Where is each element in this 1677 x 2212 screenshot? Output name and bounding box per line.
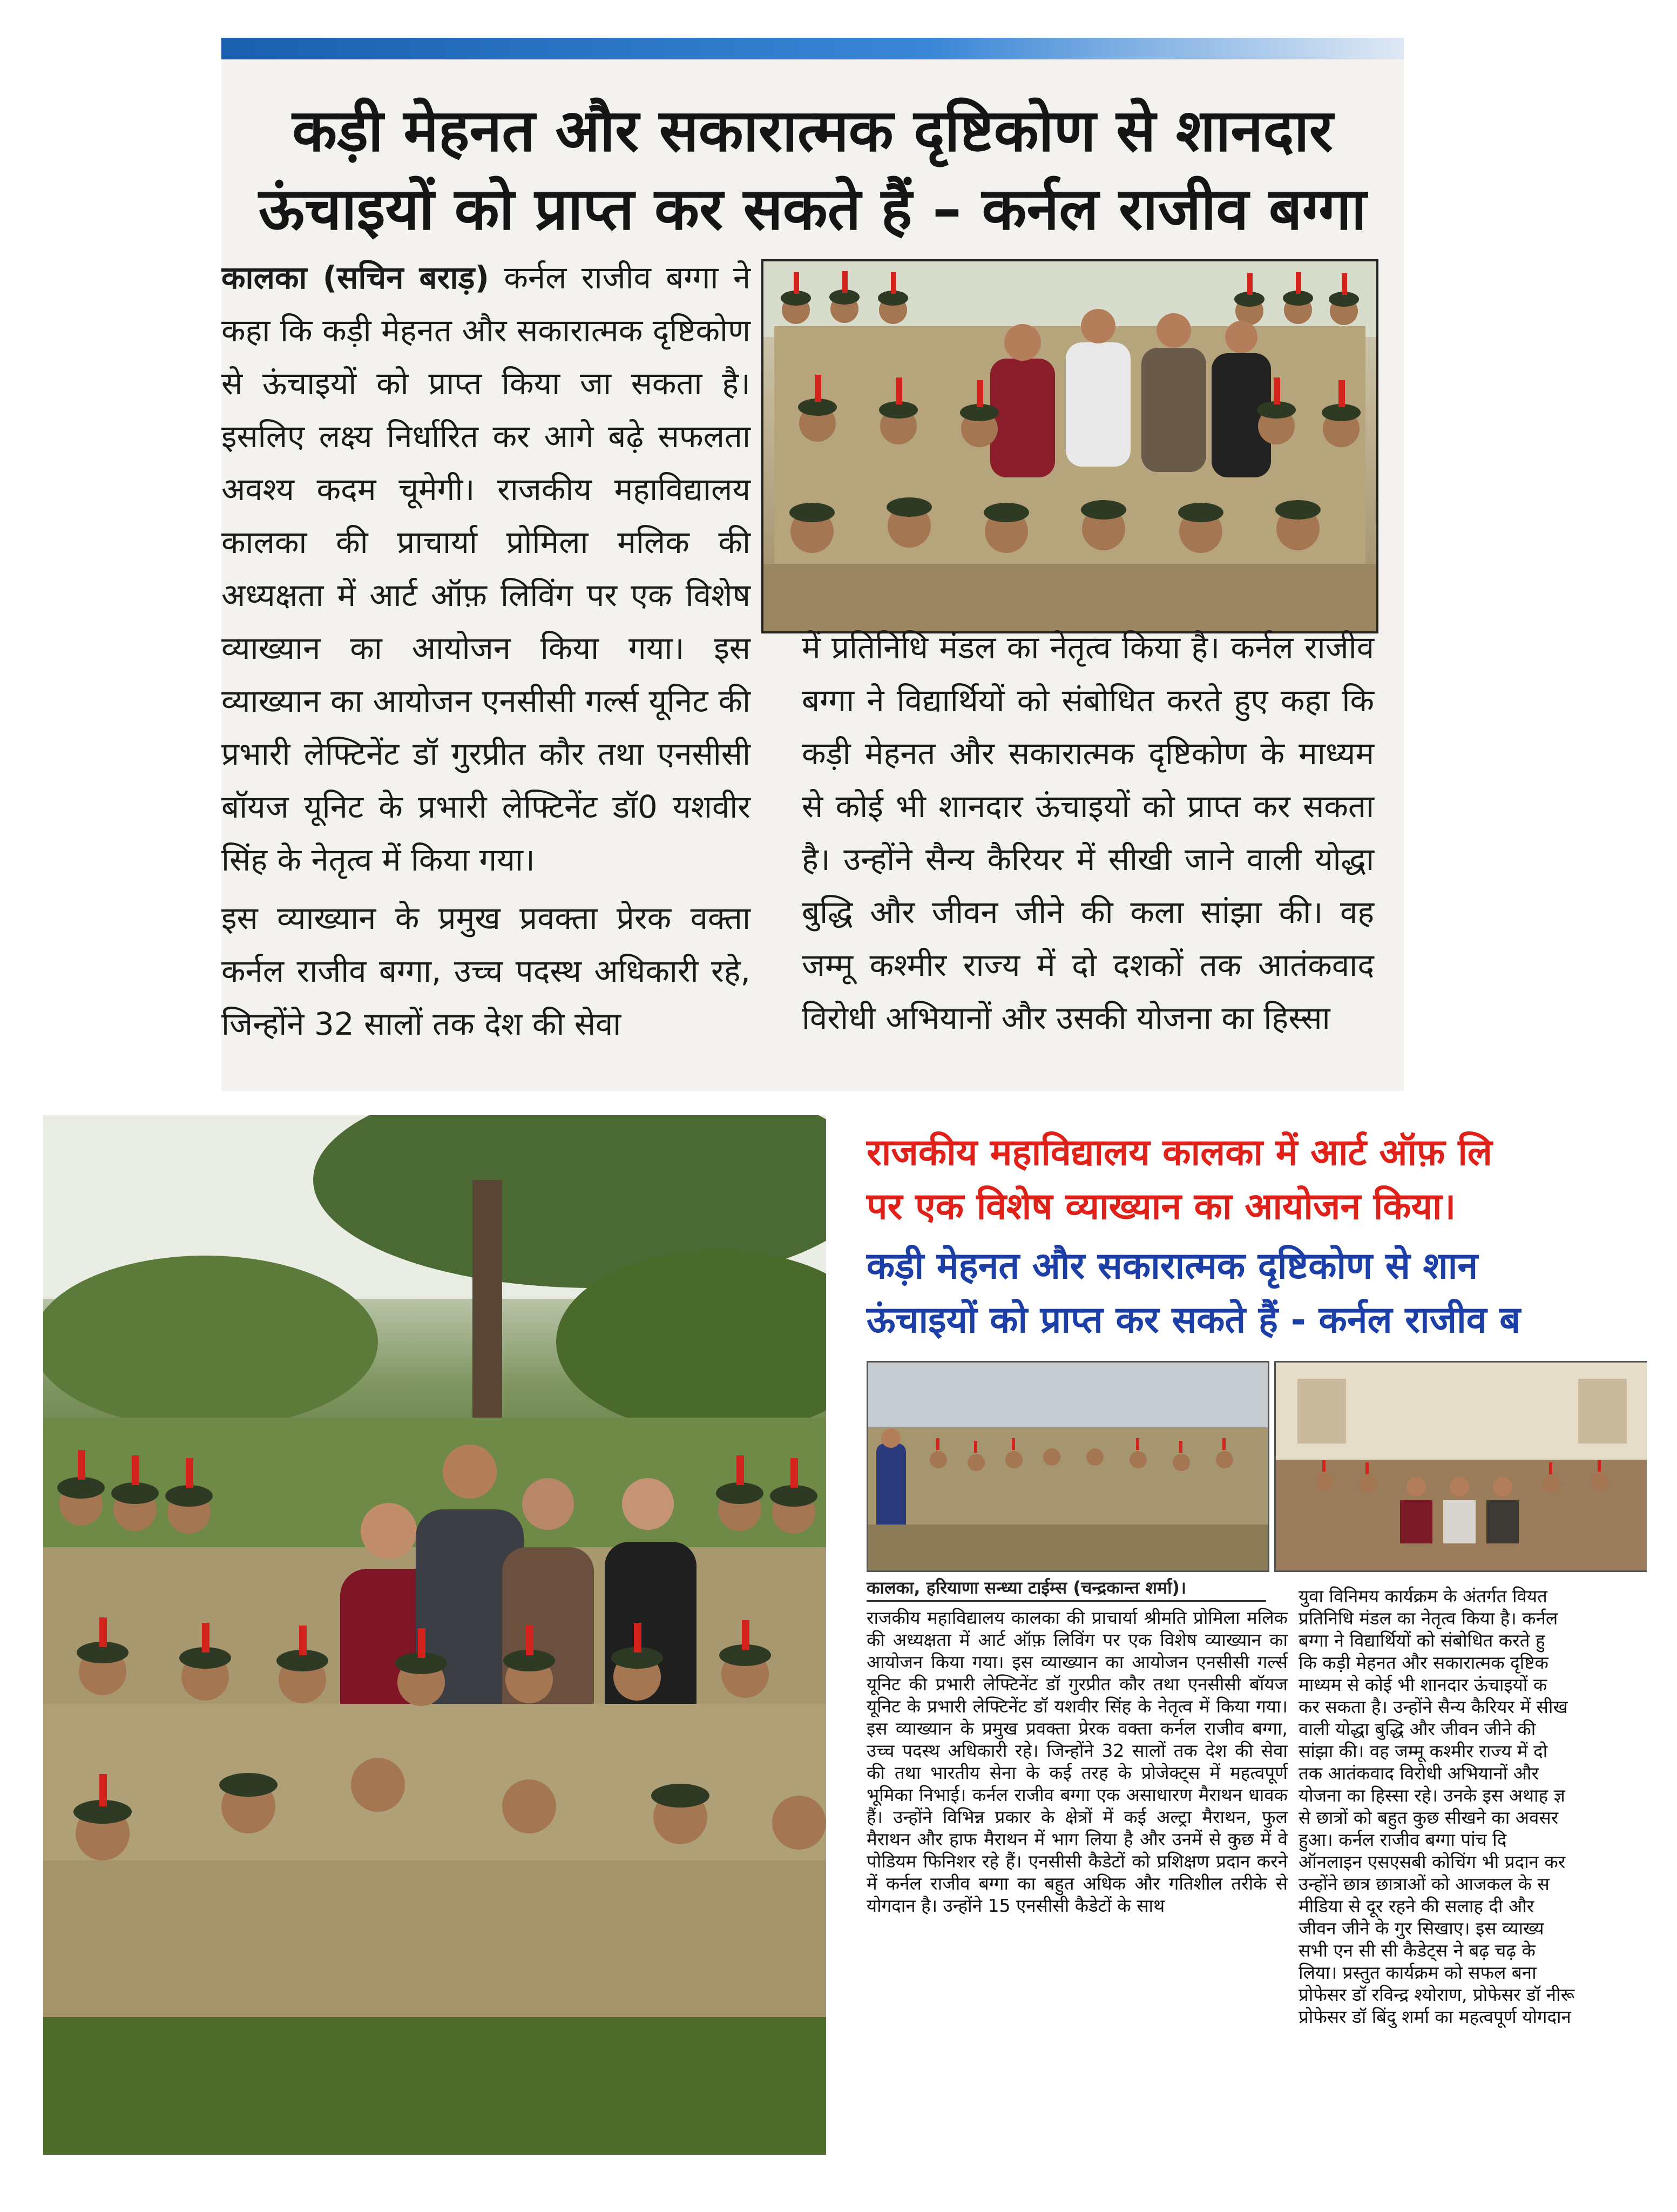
blue-headline xyxy=(867,1239,1520,1347)
headline-line-1: कड़ी मेहनत और सकारात्मक दृष्टिकोण से शानदार xyxy=(292,97,1333,165)
column-b-line: कर सकता है। उन्होंने सैन्य कैरियर में सीख xyxy=(1299,1696,1568,1717)
article-text-a: राजकीय महाविद्यालय कालका की प्राचार्या श्रीमति प्रोमिला मलिक की अध्यक्षता में आर्ट ऑफ़ लिविंग पर एक विशेष व्याख्यान का आयोजन किया गया। इस व्याख्यान का आयोजन एनसीसी गर्ल्स यूनिट की प्रभारी लेफ्टिनेंट डॉ गुरप्रीत कौर तथा एनसीसी बॉयज यूनिट के प्रभारी लेफ्टिनेंट डॉ यशवीर सिंह के नेतृत्व में किया गया। इस व्याख्यान के प्रमुख प्रवक्ता प्रेरक वक्ता कर्नल राजीव बग्गा, उच्च पदस्थ अधिकारी रहे। जिन्होंने 32 सालों तक देश की सेवा की तथा भारतीय सेना के कई तरह के प्रोजेक्ट्स में महत्वपूर्ण भूमिका निभाई। कर्नल राजीव बग्गा एक असाधारण मैराथन धावक हैं। उन्होंने विभिन्न प्रकार के क्षेत्रों में कई अल्ट्रा मैराथन, फुल मैराथन और हाफ मैराथन में भाग लिया है और उनमें से कुछ में वे पोडियम फिनिशर रहे हैं। एनसीसी कैडेटों को प्रशिक्षण प्रदान करने में कर्नल राजीव बग्गा का बहुत अधिक और गतिशील तरीके से योगदान है। उन्होंने 15 एनसीसी कैडेटों के साथ xyxy=(867,1607,1288,1916)
article-column-a xyxy=(867,1607,1288,1917)
column-b-line: वाली योद्धा बुद्धि और जीवन जीने की xyxy=(1299,1718,1536,1739)
column-b-line: प्रोफेसर डॉ रविन्द्र श्योराण, प्रोफेसर डॉ नीरू xyxy=(1299,1984,1575,2005)
header-strip xyxy=(221,38,1404,59)
blue-headline-line-1: कड़ी मेहनत और सकारात्मक दृष्टिकोण से शान xyxy=(867,1245,1478,1287)
column-b-line: लिया। प्रस्तुत कार्यक्रम को सफल बना xyxy=(1299,1962,1537,1983)
group-photo-large xyxy=(43,1115,826,2155)
group-photo-large-art xyxy=(43,1115,826,2155)
article-column-left xyxy=(221,251,750,1050)
red-headline-line-2: पर एक विशेष व्याख्यान का आयोजन किया। xyxy=(867,1185,1456,1228)
column-b-line: ऑनलाइन एसएसबी कोचिंग भी प्रदान कर xyxy=(1299,1851,1566,1872)
photo-cadets-indoor-art xyxy=(1276,1363,1647,1570)
group-photo-cadets xyxy=(761,259,1378,633)
column-b-line: युवा विनिमय कार्यक्रम के अंतर्गत वियत xyxy=(1299,1586,1547,1607)
article-column-right: में प्रतिनिधि मंडल का नेतृत्व किया है। कर्नल राजीव बग्गा ने विद्यार्थियों को संबोधित करते हुए कहा कि कड़ी मेहनत और सकारात्मक दृष्टिकोण के माध्यम से कोई भी शानदार ऊंचाइयों को प्राप्त कर सकता है। उन्होंने सैन्य कैरियर में सीखी जाने वाली योद्धा बुद्धि और जीवन जीने की कला सांझा की। वह जम्मू कश्मीर राज्य में दो दशकों तक आतंकवाद विरोधी अभियानों और उसकी योजना का हिस्सा xyxy=(802,629,1374,1036)
headline xyxy=(221,92,1404,248)
blue-headline-line-2: ऊंचाइयों को प्राप्त कर सकते हैं - कर्नल राजीव ब xyxy=(867,1299,1521,1341)
article-text-left: कर्नल राजीव बग्गा ने कहा कि कड़ी मेहनत और सकारात्मक दृष्टिकोण से ऊंचाइयों को प्राप्त किया जा सकता है। इसलिए लक्ष्य निर्धारित कर आगे बढ़े सफलता अवश्य कदम चूमेगी। राजकीय महाविद्यालय कालका की प्राचार्या प्रोमिला मलिक की अध्यक्षता में आर्ट ऑफ़ लिविंग पर एक विशेष व्याख्यान का आयोजन किया गया। इस व्याख्यान का आयोजन एनसीसी गर्ल्स यूनिट की प्रभारी लेफ्टिनेंट डॉ गुरप्रीत कौर तथा एनसीसी बॉयज यूनिट के प्रभारी लेफ्टिनेंट डॉ0 यशवीर सिंह के नेतृत्व में किया गया। xyxy=(221,259,751,878)
column-b-line: कि कड़ी मेहनत और सकारात्मक दृष्टिक xyxy=(1299,1652,1548,1673)
column-b-line: उन्होंने छात्र छात्राओं को आजकल के स xyxy=(1299,1873,1550,1894)
column-b-line: से छात्रों को बहुत कुछ सीखने का अवसर xyxy=(1299,1807,1559,1828)
article-text-left-p2: इस व्याख्यान के प्रमुख प्रवक्ता प्रेरक वक्ता कर्नल राजीव बग्गा, उच्च पदस्थ अधिकारी रहे, जिन्होंने 32 सालों तक देश की सेवा xyxy=(221,900,750,1042)
column-b-line: सांझा की। वह जम्मू कश्मीर राज्य में दो xyxy=(1299,1741,1548,1762)
red-headline-line-1: राजकीय महाविद्यालय कालका में आर्ट ऑफ़ लि xyxy=(867,1131,1492,1174)
column-b-line: बग्गा ने विद्यार्थियों को संबोधित करते हु xyxy=(1299,1630,1545,1651)
photo-cadets-outdoor-art xyxy=(868,1363,1268,1570)
newspaper-clipping-bottom xyxy=(842,1126,1647,2157)
photo-cadets-outdoor xyxy=(867,1361,1269,1572)
article-column-b xyxy=(1299,1585,1647,2028)
newspaper-clipping-top xyxy=(221,38,1404,1091)
column-b-line: मीडिया से दूर रहने की सलाह दी और xyxy=(1299,1896,1534,1917)
column-b-line: हुआ। कर्नल राजीव बग्गा पांच दि xyxy=(1299,1829,1507,1850)
column-b-line: तक आतंकवाद विरोधी अभियानों और xyxy=(1299,1763,1539,1784)
red-headline xyxy=(867,1126,1492,1234)
photo-cadets-indoor xyxy=(1274,1361,1647,1572)
group-photo-cadets-art xyxy=(763,261,1376,631)
credit-line: कालका, हरियाणा सन्ध्या टाईम्स (चन्द्रकान्त शर्मा)। xyxy=(867,1575,1266,1602)
column-b-line: माध्यम से कोई भी शानदार ऊंचाइयों क xyxy=(1299,1674,1547,1695)
column-b-line: जीवन जीने के गुर सिखाए। इस व्याख्य xyxy=(1299,1918,1544,1939)
column-b-line: योजना का हिस्सा रहे। उनके इस अथाह ज्ञ xyxy=(1299,1785,1565,1806)
column-b-line: प्रतिनिधि मंडल का नेतृत्व किया है। कर्नल xyxy=(1299,1608,1558,1629)
column-b-line: प्रोफेसर डॉ बिंदु शर्मा का महत्वपूर्ण योगदान xyxy=(1299,2006,1571,2027)
byline: कालका (सचिन बराड़) xyxy=(221,259,489,296)
headline-line-2: ऊंचाइयों को प्राप्त कर सकते हैं – कर्नल राजीव बग्गा xyxy=(259,176,1367,243)
column-b-line: सभी एन सी सी कैडेट्स ने बढ़ चढ़ के xyxy=(1299,1940,1536,1961)
